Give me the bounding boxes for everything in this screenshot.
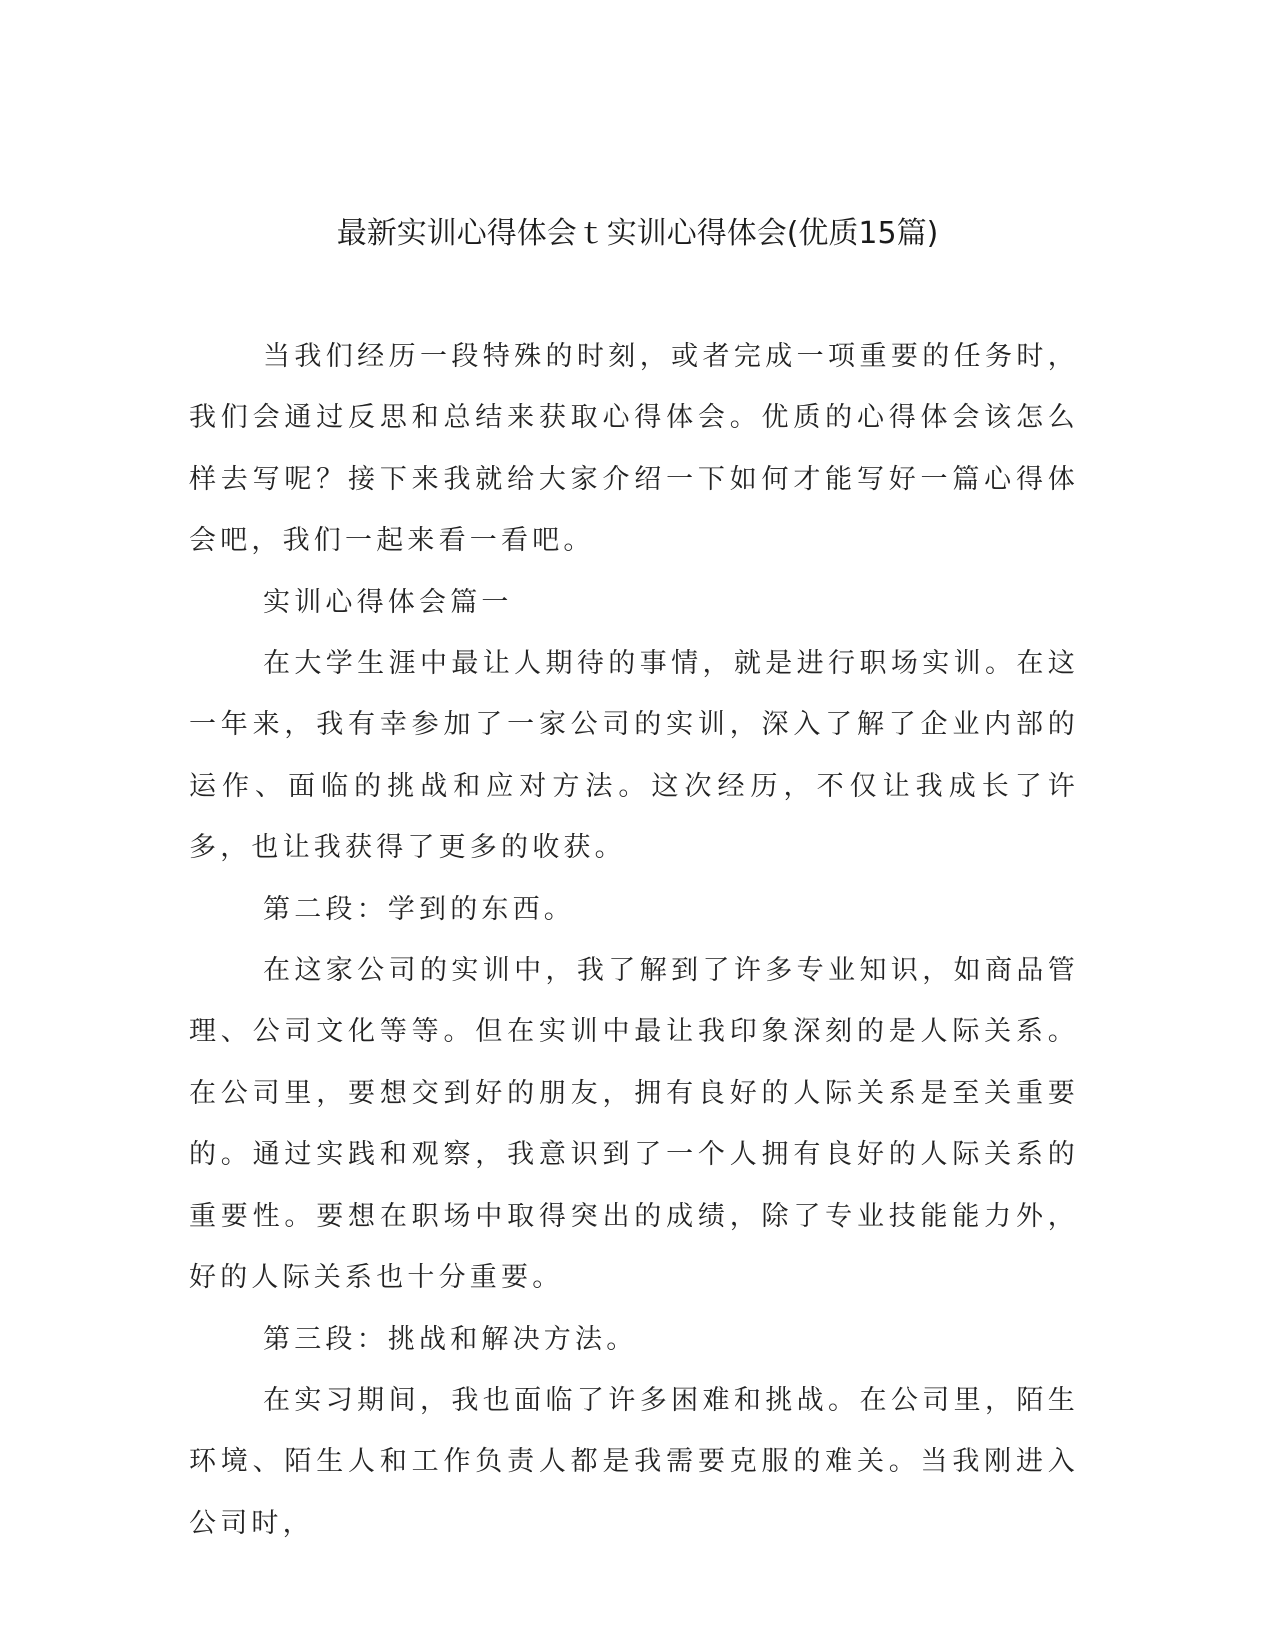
document-title: 最新实训心得体会ｔ实训心得体会(优质15篇)	[336, 216, 939, 251]
section-heading: 第三段：挑战和解决方法。	[263, 1323, 638, 1355]
document-body	[189, 326, 1079, 1554]
paragraph-intro: 当我们经历一段特殊的时刻，或者完成一项重要的任务时，我们会通过反思和总结来获取心得体会。优质的心得体会该怎么样去写呢？接下来我就给大家介绍一下如何才能写好一篇心得体会吧，我们一起来看一看吧。	[189, 341, 1079, 557]
paragraph: 在实习期间，我也面临了许多困难和挑战。在公司里，陌生环境、陌生人和工作负责人都是我需要克服的难关。当我刚进入公司时，	[189, 1384, 1079, 1539]
paragraph: 在这家公司的实训中，我了解到了许多专业知识，如商品管理、公司文化等等。但在实训中最让我印象深刻的是人际关系。在公司里，要想交到好的朋友，拥有良好的人际关系是至关重要的。通过实践和观察，我意识到了一个人拥有良好的人际关系的重要性。要想在职场中取得突出的成绩，除了专业技能能力外，好的人际关系也十分重要。	[189, 955, 1079, 1294]
section-heading: 实训心得体会篇一	[263, 586, 513, 618]
section-heading: 第二段：学到的东西。	[263, 893, 575, 925]
paragraph: 在大学生涯中最让人期待的事情，就是进行职场实训。在这一年来，我有幸参加了一家公司的实训，深入了解了企业内部的运作、面临的挑战和应对方法。这次经历，不仅让我成长了许多，也让我获得了更多的收获。	[189, 648, 1079, 864]
